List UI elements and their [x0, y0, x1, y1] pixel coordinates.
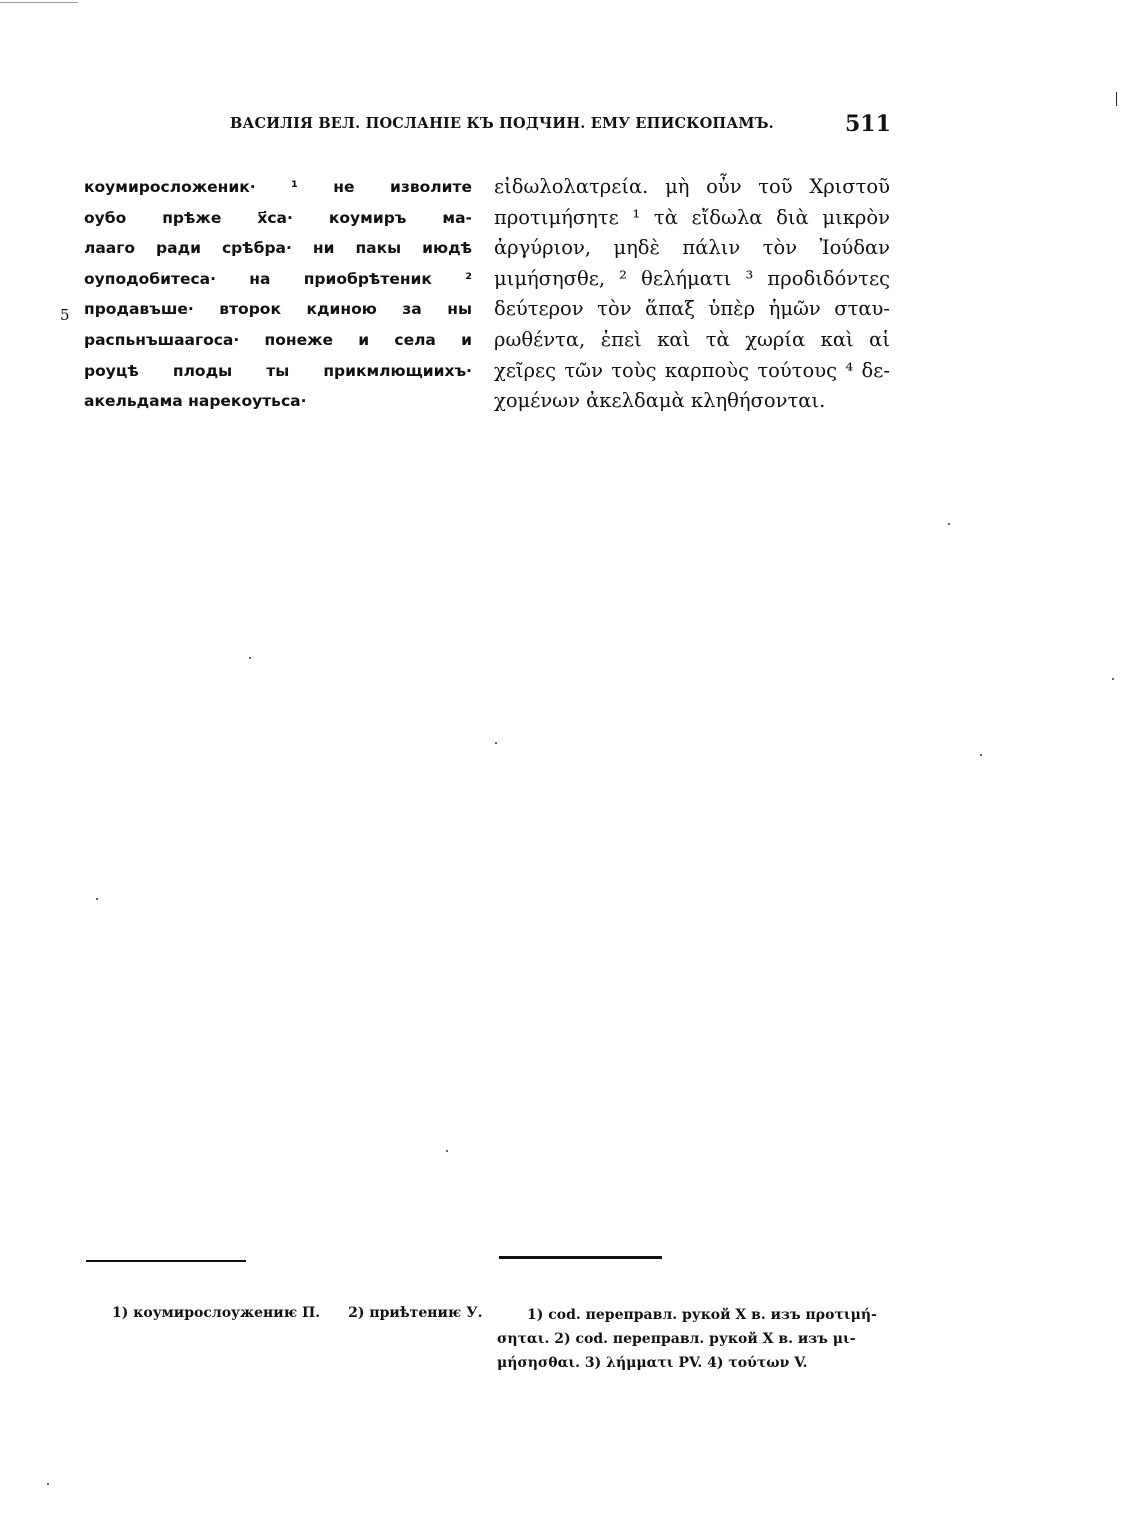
- scan-speck: [249, 657, 251, 659]
- slavonic-line: оубо прѣже х҃са· коумиръ ма-: [84, 208, 472, 227]
- greek-line: χεῖρες τῶν τοὺς καρποὺς τούτους ⁴ δε-: [494, 358, 890, 382]
- footnote-line: μήσησθαι. 3) λήμματι PV. 4) τούτων V.: [497, 1355, 808, 1371]
- slavonic-line: роуцѣ плоды ты прикмлющиихъ·: [84, 361, 472, 380]
- slavonic-line: оуподобитеса· на приобрѣтеник ²: [84, 269, 472, 288]
- slavonic-column: [84, 172, 472, 417]
- greek-line: μιμήσησθε, ² θελήματι ³ προδιδόντες: [494, 266, 890, 290]
- slavonic-line: акельдама нарекоутьса·: [84, 392, 307, 411]
- slavonic-line: продавъше· второк кдиною за ны: [84, 300, 472, 319]
- greek-line: ἀργύριον, μηδὲ πάλιν τὸν Ἰούδαν: [494, 236, 890, 260]
- scan-speck: [1112, 678, 1114, 680]
- footnote-rule-right: [499, 1256, 662, 1259]
- scan-speck: [446, 1150, 448, 1152]
- greek-column: [494, 172, 890, 417]
- footnote-2: 2) приѣтениѥ У.: [348, 1305, 483, 1321]
- scan-speck: [948, 523, 950, 525]
- greek-line: εἰδωλολατρεία. μὴ οὖν τοῦ Χριστοῦ: [494, 175, 890, 198]
- scan-speck: [47, 1483, 49, 1485]
- greek-line: ρωθέντα, ἐπεὶ καὶ τὰ χωρία καὶ αἱ: [494, 327, 890, 351]
- greek-line: χομένων ἀκελδαμὰ κληθήσονται.: [494, 389, 826, 413]
- footnote-line: σηται. 2) cod. переправл. рукой X в. изъ μι-: [497, 1331, 856, 1347]
- line-number: 5: [60, 306, 70, 324]
- scan-speck: [495, 742, 497, 744]
- slavonic-line: распьнъшаагоса· понеже и села и: [84, 330, 472, 349]
- running-title: ВАСИЛІЯ ВЕЛ. ПОСЛАНІЕ КЪ ПОДЧИН. ЕМУ ЕПИСКОПАМЪ.: [230, 115, 774, 132]
- footnote-1: 1) коумирослоужениѥ П.: [112, 1305, 321, 1321]
- edge-mark: [1116, 92, 1117, 106]
- footnote-line: 1) cod. переправл. рукой X в. изъ προτιμή-: [527, 1307, 877, 1323]
- scan-speck: [96, 898, 98, 900]
- footnote-rule-left: [86, 1260, 246, 1262]
- slavonic-footnotes: [112, 1305, 483, 1321]
- greek-line: προτιμήσητε ¹ τὰ εἴδωλα διὰ μικρὸν: [494, 205, 890, 229]
- slavonic-line: лааго ради срѣбра· ни пакы июдѣ: [84, 239, 472, 258]
- slavonic-line: коумиросложеник· ¹ не изволите: [84, 178, 472, 196]
- corner-rule: [0, 2, 78, 3]
- scan-speck: [980, 754, 982, 756]
- greek-footnotes: [497, 1303, 889, 1375]
- greek-line: δεύτερον τὸν ἅπαξ ὑπὲρ ἡμῶν σταυ-: [494, 297, 890, 321]
- page-number: 511: [845, 111, 891, 137]
